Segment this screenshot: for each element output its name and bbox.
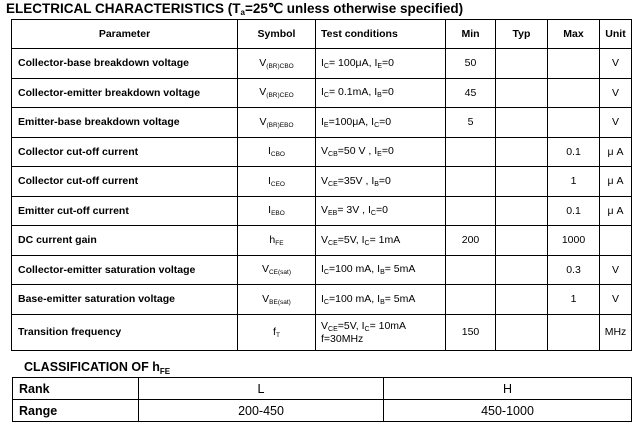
condition-text: =100 mA, I: [328, 263, 381, 276]
table-row: [12, 167, 632, 197]
unit-cell: μ A: [600, 167, 632, 197]
unit-cell: V: [600, 108, 632, 138]
min-cell: [446, 167, 496, 197]
classification-table: [12, 377, 632, 422]
range-h: 450-1000: [384, 400, 632, 422]
condition-text: = 5mA: [384, 263, 416, 276]
test-conditions-cell: [316, 167, 446, 197]
table-row: [12, 285, 632, 315]
parameter-cell: Collector cut-off current: [12, 137, 238, 167]
col-header-max: Max: [548, 20, 600, 49]
heading-subscript: a: [240, 8, 245, 17]
parameter-cell: Collector cut-off current: [12, 167, 238, 197]
condition-text: =0: [375, 204, 388, 217]
condition-subscript: C: [323, 92, 329, 100]
test-conditions-cell: [316, 285, 446, 315]
parameter-cell: Emitter-base breakdown voltage: [12, 108, 238, 138]
symbol-main: V: [259, 56, 267, 69]
condition-text: =0: [378, 174, 391, 187]
table-row: [12, 108, 632, 138]
min-cell: [446, 255, 496, 285]
condition-subscript: CE: [328, 180, 338, 188]
symbol-subscript: FE: [275, 239, 284, 247]
table-row: [12, 49, 632, 79]
max-cell: 0.3: [548, 255, 600, 285]
condition-subscript: C: [374, 121, 380, 129]
parameter-cell: Collector-base breakdown voltage: [12, 49, 238, 79]
symbol-cell: [238, 49, 316, 79]
condition-text: =0: [381, 86, 394, 99]
symbol-subscript: (BR)EBO: [266, 121, 294, 129]
unit-cell: V: [600, 255, 632, 285]
classification-title: CLASSIFICATION OF h: [24, 360, 160, 374]
parameter-cell: Collector-emitter saturation voltage: [12, 255, 238, 285]
condition-subscript: B: [380, 298, 385, 306]
test-conditions-cell: [316, 196, 446, 226]
symbol-main: V: [262, 292, 270, 305]
condition-text: V: [321, 174, 329, 187]
condition-text: =5V, I: [337, 319, 365, 332]
condition-subscript: E: [377, 62, 383, 70]
condition-text: =50 V , I: [337, 145, 378, 158]
unit-cell: [600, 226, 632, 256]
table-row: [12, 78, 632, 108]
condition-text: I: [321, 56, 324, 69]
max-cell: [548, 49, 600, 79]
condition-text: = 100μA, I: [328, 56, 378, 69]
symbol-cell: [238, 196, 316, 226]
col-header-min: Min: [446, 20, 496, 49]
typ-cell: [496, 167, 548, 197]
condition-subscript: C: [323, 62, 329, 70]
unit-cell: V: [600, 78, 632, 108]
typ-cell: [496, 226, 548, 256]
typ-cell: [496, 108, 548, 138]
electrical-characteristics-table: [11, 19, 632, 351]
parameter-cell: DC current gain: [12, 226, 238, 256]
condition-text: = 5mA: [384, 292, 416, 305]
condition-subscript: CE: [328, 325, 338, 333]
condition-text: =5V, I: [337, 233, 365, 246]
symbol-subscript: (BR)CBO: [266, 62, 294, 70]
col-header-typ: Typ: [496, 20, 548, 49]
classification-heading: [24, 360, 170, 376]
condition-subscript: EB: [328, 210, 338, 218]
condition-subscript: CE: [328, 239, 338, 247]
condition-subscript: C: [323, 298, 329, 306]
condition-text: I: [321, 292, 324, 305]
max-cell: [548, 314, 600, 350]
max-cell: 0.1: [548, 137, 600, 167]
unit-cell: μ A: [600, 137, 632, 167]
unit-cell: μ A: [600, 196, 632, 226]
rank-h: H: [384, 378, 632, 400]
symbol-subscript: EBO: [271, 210, 285, 218]
test-conditions-cell: [316, 226, 446, 256]
max-cell: [548, 78, 600, 108]
condition-text: =0: [382, 56, 395, 69]
typ-cell: [496, 49, 548, 79]
symbol-cell: [238, 226, 316, 256]
typ-cell: [496, 78, 548, 108]
heading-text: ELECTRICAL CHARACTERISTICS (T: [6, 1, 241, 16]
min-cell: [446, 137, 496, 167]
symbol-main: h: [269, 233, 276, 246]
range-row: [13, 400, 632, 422]
min-cell: 50: [446, 49, 496, 79]
max-cell: 0.1: [548, 196, 600, 226]
symbol-main: V: [259, 86, 267, 99]
table-row: [12, 137, 632, 167]
heading-suffix: =25℃ unless otherwise specified): [244, 1, 464, 16]
condition-subscript: CB: [328, 151, 338, 159]
test-conditions-cell: [316, 108, 446, 138]
min-cell: 45: [446, 78, 496, 108]
condition-text: =0: [381, 145, 394, 158]
min-cell: 5: [446, 108, 496, 138]
condition-subscript: E: [323, 121, 329, 129]
condition-text: = 3V , I: [337, 204, 371, 217]
symbol-main: I: [268, 204, 272, 217]
condition-text: =100μA, I: [328, 115, 375, 128]
min-cell: [446, 196, 496, 226]
rank-row: [13, 378, 632, 400]
col-header-symbol: Symbol: [238, 20, 316, 49]
parameter-cell: Collector-emitter breakdown voltage: [12, 78, 238, 108]
test-conditions-cell: [316, 78, 446, 108]
table-row: [12, 314, 632, 350]
unit-cell: MHz: [600, 314, 632, 350]
max-cell: [548, 108, 600, 138]
col-header-unit: Unit: [600, 20, 632, 49]
condition-text: V: [321, 145, 329, 158]
max-cell: 1000: [548, 226, 600, 256]
symbol-cell: [238, 255, 316, 285]
condition-subscript: C: [323, 269, 329, 277]
condition-text: V: [321, 319, 329, 332]
symbol-subscript: CE(sat): [268, 269, 292, 277]
col-header-parameter: Parameter: [12, 20, 238, 49]
header-row: [12, 20, 632, 49]
symbol-main: I: [267, 174, 271, 187]
typ-cell: [496, 255, 548, 285]
condition-subscript: B: [380, 269, 385, 277]
symbol-cell: [238, 285, 316, 315]
max-cell: 1: [548, 167, 600, 197]
condition-text: I: [321, 115, 324, 128]
test-conditions-cell: [316, 137, 446, 167]
parameter-cell: Base-emitter saturation voltage: [12, 285, 238, 315]
condition-text: V: [321, 204, 329, 217]
condition-text: =35V , I: [337, 174, 375, 187]
condition-subscript: C: [364, 239, 370, 247]
classification-title-subscript: FE: [159, 367, 171, 376]
typ-cell: [496, 196, 548, 226]
parameter-cell: Transition frequency: [12, 314, 238, 350]
condition-text: f=30MHz: [321, 332, 364, 345]
symbol-subscript: CEO: [270, 180, 285, 188]
condition-text: =100 mA, I: [328, 292, 381, 305]
table-row: [12, 255, 632, 285]
condition-subscript: B: [374, 180, 379, 188]
condition-subscript: C: [370, 210, 376, 218]
typ-cell: [496, 137, 548, 167]
symbol-subscript: (BR)CEO: [266, 92, 294, 100]
table-body: [12, 49, 632, 351]
rank-l: L: [139, 378, 384, 400]
test-conditions-cell: [316, 49, 446, 79]
condition-text: V: [321, 233, 329, 246]
parameter-cell: Emitter cut-off current: [12, 196, 238, 226]
condition-subscript: E: [377, 151, 382, 159]
min-cell: [446, 285, 496, 315]
symbol-subscript: BE(sat): [269, 298, 291, 306]
symbol-main: f: [273, 325, 276, 338]
max-cell: 1: [548, 285, 600, 315]
test-conditions-cell: [316, 314, 446, 350]
symbol-cell: [238, 108, 316, 138]
symbol-cell: [238, 78, 316, 108]
condition-text: = 1mA: [369, 233, 401, 246]
test-conditions-cell: [316, 255, 446, 285]
range-l: 200-450: [139, 400, 384, 422]
min-cell: 150: [446, 314, 496, 350]
unit-cell: V: [600, 49, 632, 79]
symbol-cell: [238, 167, 316, 197]
table-row: [12, 196, 632, 226]
rank-label: Rank: [13, 378, 139, 400]
min-cell: 200: [446, 226, 496, 256]
typ-cell: [496, 285, 548, 315]
condition-text: =0: [379, 115, 392, 128]
condition-text: I: [321, 86, 324, 99]
symbol-main: V: [259, 115, 267, 128]
unit-cell: V: [600, 285, 632, 315]
symbol-main: I: [267, 145, 271, 158]
col-header-test-conditions: Test conditions: [316, 20, 446, 49]
condition-subscript: C: [364, 325, 370, 333]
symbol-subscript: T: [275, 331, 280, 339]
condition-text: I: [321, 263, 324, 276]
table-row: [12, 226, 632, 256]
typ-cell: [496, 314, 548, 350]
symbol-subscript: CBO: [270, 151, 285, 159]
range-label: Range: [13, 400, 139, 422]
symbol-cell: [238, 314, 316, 350]
condition-text: = 10mA: [369, 319, 407, 332]
condition-subscript: B: [377, 92, 382, 100]
symbol-main: V: [261, 263, 269, 276]
symbol-cell: [238, 137, 316, 167]
condition-text: = 0.1mA, I: [328, 86, 378, 99]
